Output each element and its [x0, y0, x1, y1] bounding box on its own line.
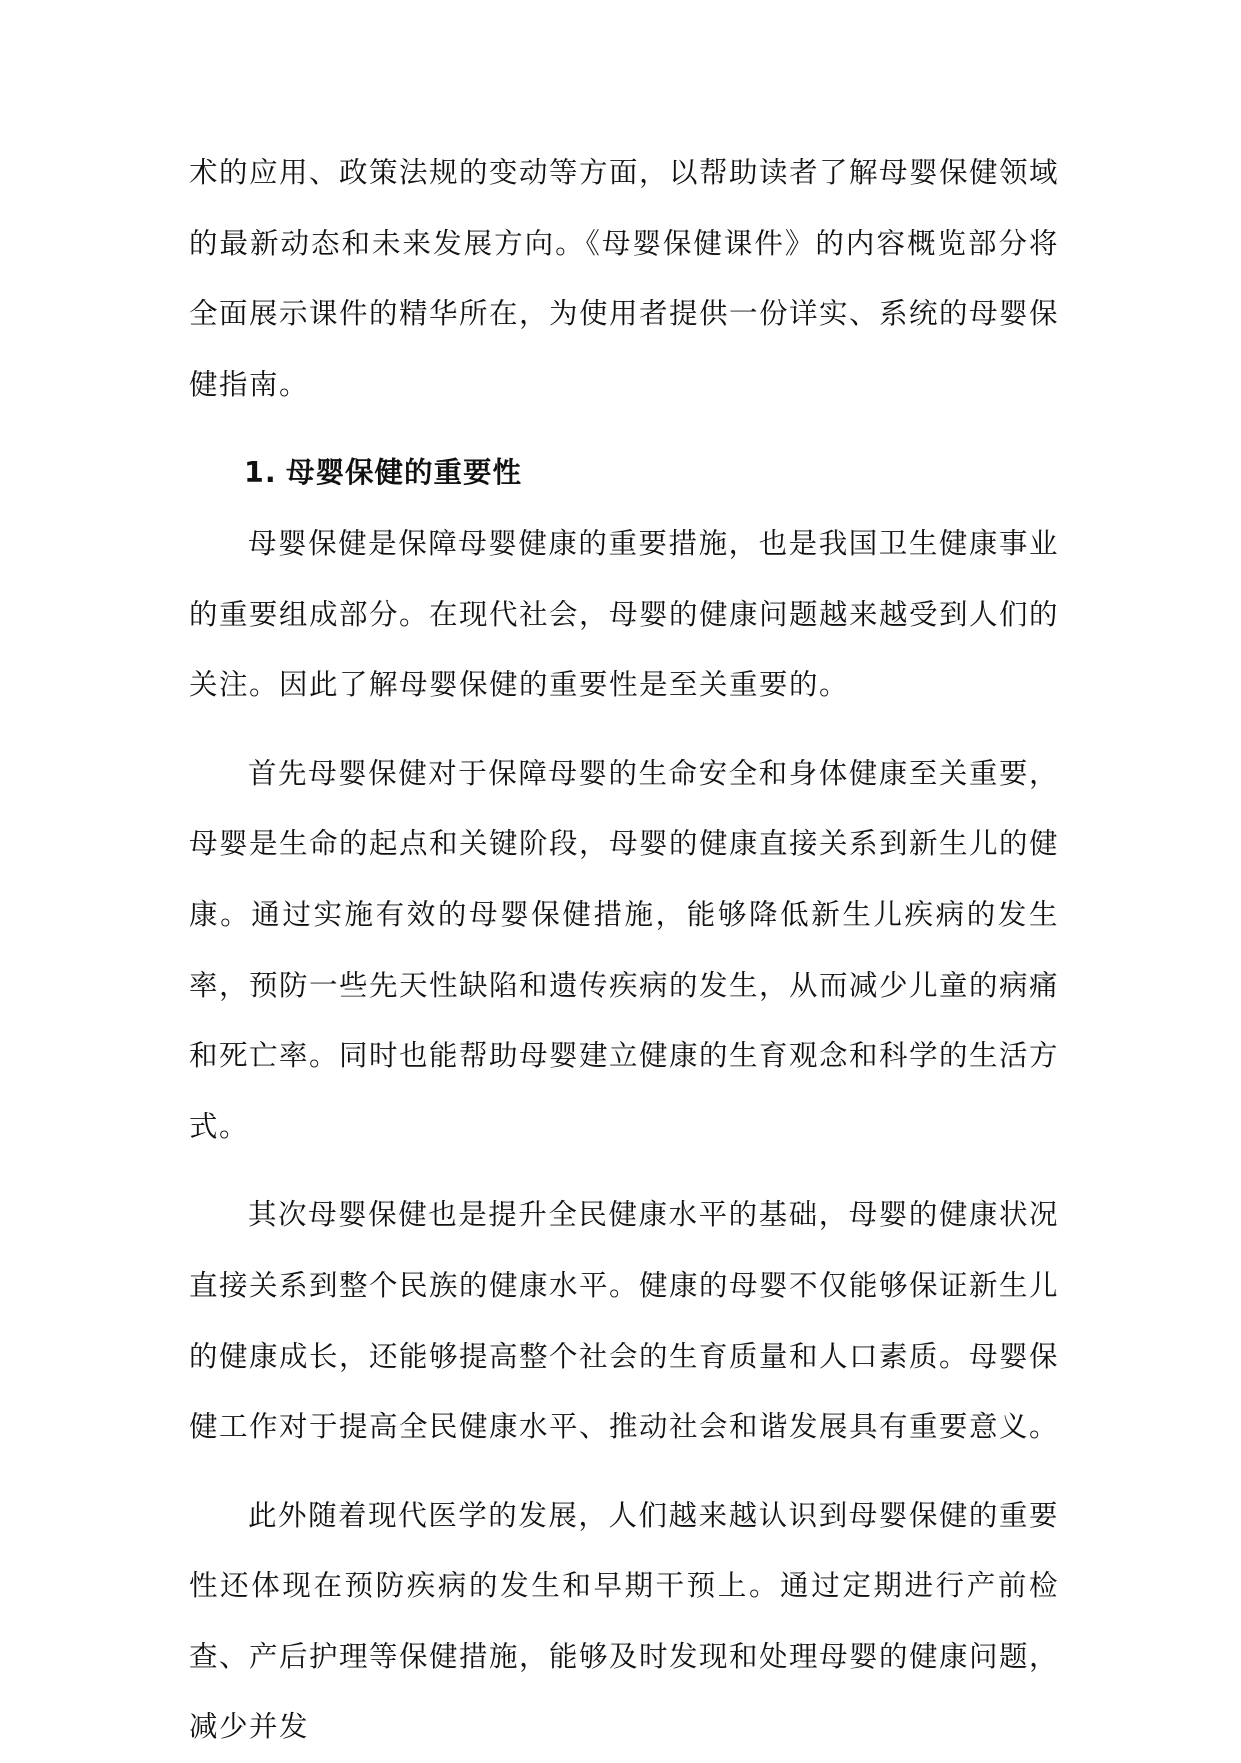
intro-paragraph: 术的应用、政策法规的变动等方面，以帮助读者了解母婴保健领域的最新动态和未来发展方向。《母婴保健课件》的内容概览部分将全面展示课件的精华所在，为使用者提供一份详实、系统的母婴保健指南。 — [189, 156, 1060, 401]
body-paragraph: 其次母婴保健也是提升全民健康水平的基础，母婴的健康状况直接关系到整个民族的健康水平。健康的母婴不仅能够保证新生儿的健康成长，还能够提高整个社会的生育质量和人口素质。母婴保健工作对于提高全民健康水平、推动社会和谐发展具有重要意义。 — [189, 1198, 1060, 1444]
body-paragraph: 此外随着现代医学的发展，人们越来越认识到母婴保健的重要性还体现在预防疾病的发生和早期干预上。通过定期进行产前检查、产后护理等保健措施，能够及时发现和处理母婴的健康问题，减少并发 — [189, 1498, 1060, 1744]
section-heading — [189, 438, 1059, 509]
section-number: 1. — [244, 456, 277, 490]
body-paragraph: 首先母婴保健对于保障母婴的生命安全和身体健康至关重要，母婴是生命的起点和关键阶段，母婴的健康直接关系到新生儿的健康。通过实施有效的母婴保健措施，能够降低新生儿疾病的发生率，预防一些先天性缺陷和遗传疾病的发生，从而减少儿童的病痛和死亡率。同时也能帮助母婴建立健康的生育观念和科学的生活方式。 — [189, 756, 1060, 1143]
body-paragraph: 母婴保健是保障母婴健康的重要措施，也是我国卫生健康事业的重要组成部分。在现代社会，母婴的健康问题越来越受到人们的关注。因此了解母婴保健的重要性是至关重要的。 — [189, 526, 1060, 702]
document-body — [189, 138, 1059, 1763]
section-title: 母婴保健的重要性 — [286, 456, 523, 490]
